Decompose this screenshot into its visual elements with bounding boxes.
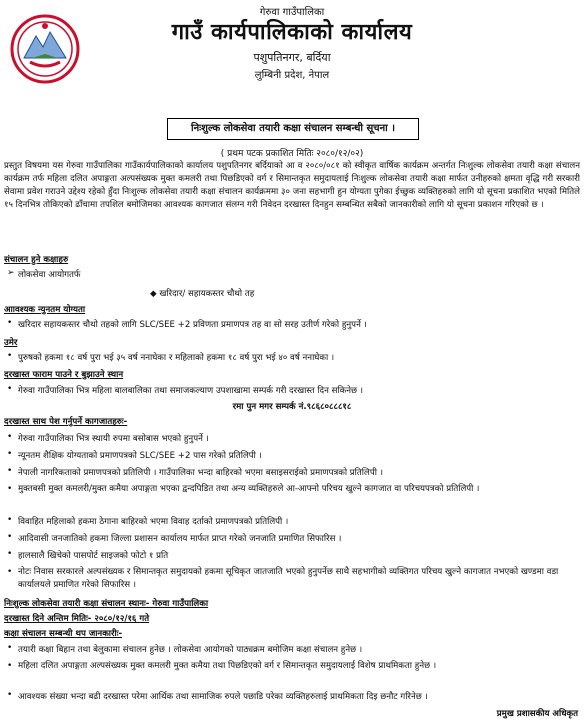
document-item: • आदिवासी जनजातिको हकमा जिल्ला प्रशासन कार्यालय मार्फत प्राप्त गरेको जनजाति प्रमाणित सिफारिस । xyxy=(7,532,342,544)
intro-paragraph: प्रस्तुत विषयमा यस गेरुवा गाउँपालिका गाउँकार्यपालिकाको कार्यालय पशुपतिनगर बर्दियाको आ व २०८०/०८१ को स्वीकृत वार्षिक कार्यक्रम अन्तर्गत निःशुल्क लोकसेवा तयारी कक्षा संचालन कार्यक्रम तर्फ महिला दलित अपाङ्गता अल्पसंख्यक मुक्त कमलरी तथा पिछडिएको वर्ग र सिमान्तकृत समुदायलाई निःशुल्क लोकसेवा तयारी कक्षा मार्फत उनीहरुको क्षमता वृद्धि गरी सरकारी सेवामा प्रवेश गराउने उद्देश्य रहेको हुँदा निःशुल्क लोकसेवा तयारी कक्षा संचालन कार्यक्रममा ३० जना सहभागी हुन योग्यता पुगेका ईच्छुक व्यक्तिहरुको लागि यो सूचना प्रकाशित भएको मितिले १५ दिनभित्र तोकिएको ढाँचामा तपशिल बमोजिमका आवश्यक कागजात संलग्न गरी निवेदन दरखास्त दिनहुन सम्बन्धित सबैको जानकारीको लागि यो सूचना प्रकाशन गरिएको छ । xyxy=(4,161,580,211)
arrow-icon: ➢ xyxy=(7,268,15,278)
bullet-icon: • xyxy=(7,351,13,361)
municipality-name: गेरुवा गाउँपालिका xyxy=(259,7,325,18)
deadline-line: दरखास्त दिने अन्तिम मितिः- २०८०/१२/१६ गते xyxy=(4,614,150,624)
documents-heading: दरखास्त साथ पेश गर्नुपर्ने कागजातहरुः- xyxy=(4,417,128,427)
qualification-heading: आावश्यक न्युनतम योग्यता xyxy=(4,305,86,315)
bullet-icon: • xyxy=(7,484,13,494)
signature-title: प्रमुख प्रशासकीय अधिकृत xyxy=(496,709,578,719)
classes-heading: संचालन हुने कक्षाहरु xyxy=(4,255,69,265)
contact-note: रमा पुन मगर सम्पर्क नं.९८६८०८८८१८ xyxy=(232,402,352,412)
info-heading: कक्षा संचालन सम्बन्धी थप जानकारीः- xyxy=(4,629,123,639)
bullet-icon: • xyxy=(7,567,13,577)
bullet-icon: • xyxy=(7,643,13,653)
published-date: ( प्रथम पटक प्रकाशित मितिः २०८०/१२/०२) xyxy=(220,149,364,159)
document-item: • गेरुवा गाउँपालिका भित्र स्थायी रुपमा बसोबास भएको हुनुपर्ने । xyxy=(7,432,209,444)
bullet-icon: • xyxy=(7,661,13,671)
bullet-icon: • xyxy=(7,449,13,459)
bullet-icon: • xyxy=(7,466,13,476)
age-heading: उमेर xyxy=(4,338,18,348)
bullet-icon: • xyxy=(7,532,13,542)
form-item: • गेरुवा गाउँपालिका भित्र महिला बालबालिका तथा समाजकल्याण उपशाखामा सम्पर्क गरी दरखास्त दिन सकिनेछ । xyxy=(7,384,364,396)
venue-line: निःशुल्क लोकसेवा तयारी कक्षा संचालन स्थानः- गेरुवा गाउँपालिका xyxy=(4,599,209,609)
document-item: • हालसालै खिचेको पासपोर्ट साइजको फोटो १ प्रति xyxy=(7,549,169,561)
info-item: • महिला दलित अपाङ्गता अल्पसंख्यक मुक्त कमलरी मुक्त कमैया तथा पिछडिएको वर्ग र सिमान्तकृत समुदायलाई विशेष प्राथमिकता हुनेछ । xyxy=(7,661,437,671)
qualification-item: • खरिदार सहायकस्तर चौथो तहको लागि SLC/SEE +2 प्रविणता प्रमाणपत्र तह वा सो सरह उतीर्ण गरेको हुनुपर्ने । xyxy=(7,318,367,330)
age-item: • पुरुषको हकमा १८ वर्ष पुरा भई ३५ वर्ष ननाघेका र महिलाको हकमा १८ वर्ष पुरा भई ४० वर्ष ननाघेका । xyxy=(7,351,335,363)
classes-item: ➢ लोकसेवा आयोगतर्फ xyxy=(7,268,81,280)
office-title: गाउँ कार्यपालिकाको कार्यालय xyxy=(171,20,413,45)
info-item: • आवश्यक संख्या भन्दा बढी दरखास्त परेमा आर्थिक तथा सामाजिक रुपले पछाडि परेका व्यक्तिहरुलाई प्राथमिकता दिइ छनौट गरिनेछ । xyxy=(7,690,428,702)
document-item: • नेपाली नागरिकताको प्रमाणपत्रको प्रतिलिपी । गाउँपालिका भन्दा बाहिरको भएमा बसाइसराईको प्रमाणपत्रको प्रतिलिपी । xyxy=(7,466,383,478)
bullet-icon: • xyxy=(7,384,13,394)
bullet-icon: • xyxy=(7,515,13,525)
office-province: लुम्बिनी प्रदेश, नेपाल xyxy=(254,70,330,81)
bullet-icon: • xyxy=(7,690,13,700)
bullet-icon: • xyxy=(7,549,13,559)
bullet-icon: ◆ xyxy=(150,289,160,299)
classes-sub-item: ◆ खरिदार/ सहायकस्तर चौथो तह xyxy=(150,289,255,299)
bullet-icon: • xyxy=(7,318,13,328)
form-heading: दरखास्त फाराम पाउने र बुझाउने स्थान xyxy=(4,370,124,380)
document-item: • न्यूनतम शैक्षिक योग्यताको प्रमाणपत्रको SLC/SEE +2 पास गरेको प्रतिलिपी । xyxy=(7,449,262,461)
bullet-icon: • xyxy=(7,432,13,442)
office-place: पशुपतिनगर, बर्दिया xyxy=(253,51,331,64)
document-item: • मुक्तबसी मुक्त कमलरी/मुक्त कमैया अपाङ्गता भएका द्वन्दपिडित तथा अन्य व्यक्तिहरुले आ-आफ्नो परिचय खुल्ने कागजात वा परिचयपत्रको प्रतिलिपी । xyxy=(7,484,480,494)
notice-title: निःशुल्क लोकसेवा तयारी कक्षा संचालन सम्बन्धी सूचना । xyxy=(167,118,419,140)
document-item: • विवाहित महिलाको हकमा ठेगाना बाहिरको भएमा विवाह दर्ताको प्रमाणपत्रको प्रतिलिपी । xyxy=(7,515,289,527)
info-item: • तयारी कक्षा बिहान तथा बेलुकामा संचालन हुनेछ । लोकसेवा आयोगको पाठ्यक्रम बमोजिम कक्षा संचालन हुनेछ । xyxy=(7,643,363,655)
document-item: • नोटः निवास सरकारले अल्पसंख्यक र सिमान्तकृत समुदायको हकमा सूचिकृत जातजाति भएको हुनुपर्नेछ साथै सहभागीको व्यक्तिगत परिचय खुल्ने कागजात नभएको खण्डमा वडा कार्यालयले प्रमाणित गरेको सिफारिस । xyxy=(7,567,559,590)
